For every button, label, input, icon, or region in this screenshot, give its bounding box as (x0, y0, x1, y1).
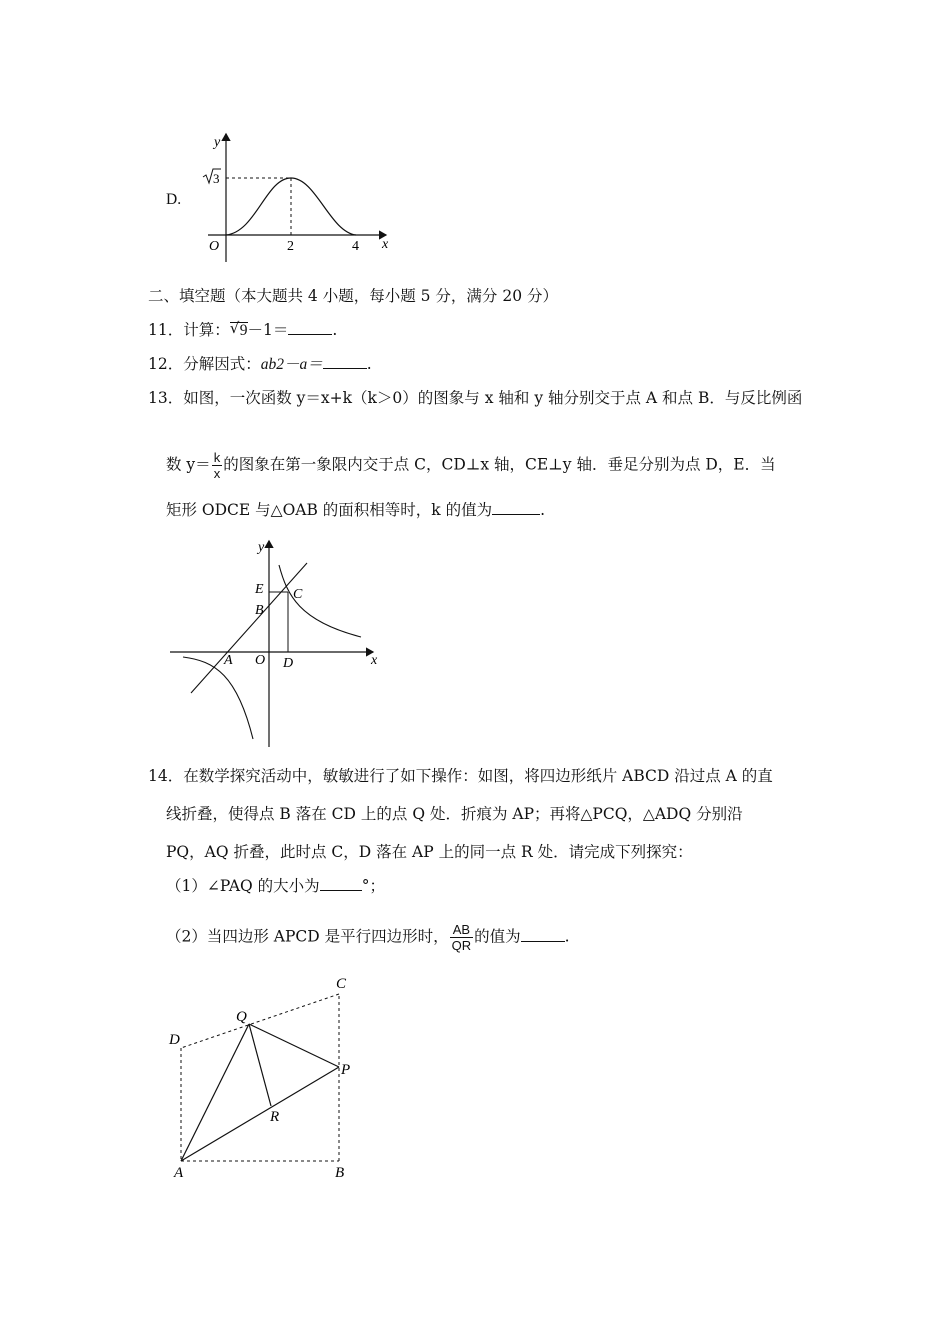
svg-text:B: B (255, 603, 264, 618)
q13-fraction: $\frac{k}{x}$ (213, 450, 221, 481)
q13-line-ab (191, 563, 307, 693)
q11-number: 11． (148, 321, 184, 339)
svg-text:A: A (174, 1165, 184, 1181)
d-y-label: y (214, 135, 221, 150)
section-2-title: 二、填空题（本大题共 4 小题，每小题 5 分，满分 20 分） (148, 287, 559, 305)
q14-line1: 14．在数学探究活动中，敏敏进行了如下操作：如图，将四边形纸片 ABCD 沿过点 A 的直 (148, 767, 773, 785)
q11-radical: √ 9 (229, 319, 248, 339)
q11-tail: －1＝ (247, 321, 289, 339)
q14-line2: 线折叠，使得点 B 落在 CD 上的点 Q 处．折痕为 AP；再将△PCQ，△ADQ 分别沿 (166, 805, 743, 823)
svg-text:y: y (258, 540, 265, 555)
q13-line2: 数 y＝ $\frac{k}{x}$ 的图象在第一象限内交于点 C，CD⊥x 轴，CE⊥y 轴．垂足分别为点 D，E．当 (166, 450, 776, 481)
svg-text:B: B (335, 1165, 345, 1181)
svg-text:x: x (371, 653, 378, 668)
q13-hyperbola-q3 (183, 657, 253, 739)
q11 (148, 320, 337, 340)
q12-expr: ab2－a＝ (260, 356, 323, 373)
d-tick-4: 4 (352, 239, 359, 254)
q11-answer-blank[interactable] (288, 320, 332, 335)
d-sqrt3-label (203, 169, 221, 186)
q11-end: . (332, 321, 338, 339)
q13-number: 13． (148, 389, 184, 407)
q12-answer-blank[interactable] (323, 354, 367, 369)
option-d-graph (190, 130, 410, 270)
q14-sub2: （2）当四边形 APCD 是平行四边形时， $\frac{AB}{QR}$ 的值为 . (166, 922, 570, 953)
q12-end: . (366, 355, 372, 373)
q14-sub2-blank[interactable] (521, 927, 565, 942)
svg-text:A: A (224, 653, 233, 668)
q12-lead: 分解因式： (183, 355, 261, 373)
q11-radicand: 9 (239, 322, 248, 339)
option-d-label: D. (166, 191, 182, 208)
q14-sub1: （1）∠PAQ 的大小为 °； (166, 877, 385, 895)
svg-text:O: O (255, 653, 266, 668)
svg-text:D: D (169, 1032, 180, 1048)
svg-text:3: 3 (213, 171, 220, 186)
q14-line3: PQ，AQ 折叠，此时点 C，D 落在 AP 上的同一点 R 处．请完成下列探究： (166, 843, 693, 861)
q11-lead: 计算： (183, 321, 230, 339)
q13-line1: 13．如图，一次函数 y＝x+k（k＞0）的图象与 x 轴和 y 轴分别交于点 A 和点 B．与反比例函 (148, 389, 803, 407)
q14-qp (249, 1024, 339, 1067)
svg-text:R: R (270, 1109, 280, 1125)
svg-text:C: C (336, 976, 347, 992)
q14-number: 14． (148, 767, 184, 785)
svg-text:D: D (283, 656, 294, 671)
d-x-label: x (382, 237, 389, 252)
q13-answer-blank[interactable] (492, 500, 540, 515)
d-tick-2: 2 (287, 239, 294, 254)
q13-figure (165, 535, 395, 750)
q12 (148, 354, 372, 375)
d-origin-label: O (209, 239, 220, 254)
q13-line3: 矩形 ODCE 与△OAB 的面积相等时，k 的值为 . (166, 501, 546, 519)
svg-text:P: P (341, 1062, 351, 1078)
q14-sub1-blank[interactable] (320, 876, 362, 891)
svg-text:C: C (293, 587, 303, 602)
svg-text:E: E (255, 582, 264, 597)
q12-number: 12． (148, 355, 184, 373)
q14-figure (165, 970, 375, 1180)
q14-fraction: $\frac{AB}{QR}$ (451, 922, 472, 953)
q13-hyperbola-q1 (279, 565, 361, 637)
svg-text:Q: Q (236, 1009, 247, 1025)
q14-qr (249, 1024, 271, 1106)
